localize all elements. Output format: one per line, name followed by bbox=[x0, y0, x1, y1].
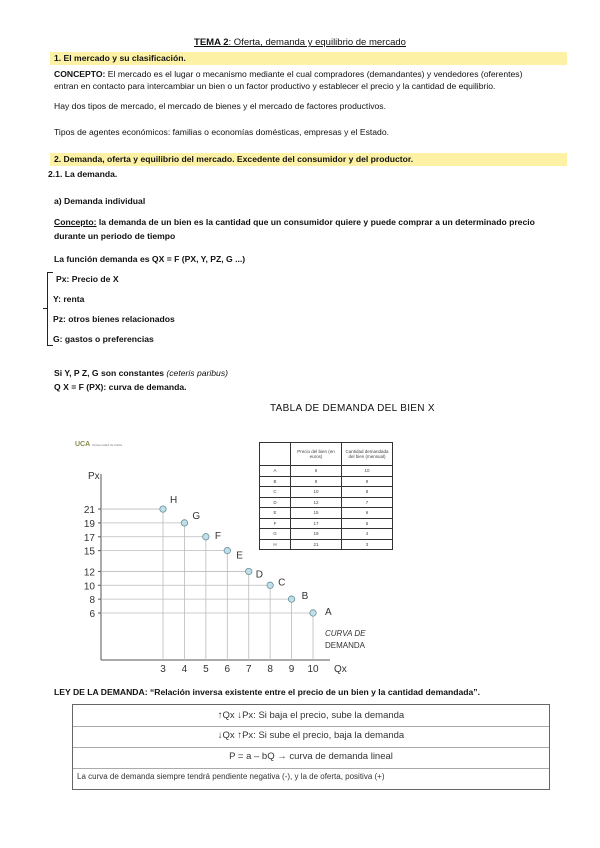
table-cell: C bbox=[260, 487, 291, 498]
x-tick-label: 6 bbox=[224, 664, 231, 675]
data-point bbox=[203, 534, 209, 540]
table-title: TABLA DE DEMANDA DEL BIEN X bbox=[270, 403, 435, 414]
demand-curve-definition: Q X = F (PX): curva de demanda. bbox=[54, 382, 187, 392]
law-line1: ↑Qx ↓Px: Si baja el precio, sube la demanda bbox=[217, 710, 405, 721]
table-row bbox=[260, 529, 393, 540]
law-text: “Relación inversa existente entre el precio de un bien y la cantidad demandada”. bbox=[147, 687, 480, 697]
table-cell: E bbox=[260, 508, 291, 519]
table-cell: 17 bbox=[291, 518, 342, 529]
table-cell: 15 bbox=[291, 508, 342, 519]
table-row bbox=[260, 497, 393, 508]
concept-text1: El mercado es el lugar o mecanismo mediante el cual compradores (demandantes) y vendedores (oferentes) bbox=[105, 69, 523, 79]
data-point bbox=[181, 520, 187, 526]
concept-line2: entran en contacto para intercambiar un bien o un factor productivo y establecer el precio y la cantidad de equilibrio. bbox=[54, 81, 496, 91]
curve-annotation: CURVA DE bbox=[325, 629, 366, 638]
table-cell: 12 bbox=[291, 497, 342, 508]
data-point bbox=[310, 610, 316, 616]
header-cell: Cantidad demandada del bien (mensual) bbox=[342, 443, 393, 466]
y-tick-label: 8 bbox=[89, 595, 95, 607]
variable-pz: Pz: otros bienes relacionados bbox=[53, 314, 175, 324]
y-tick-label: 10 bbox=[83, 581, 95, 593]
logo-text: UCA bbox=[75, 441, 90, 448]
table-row bbox=[260, 508, 393, 519]
table-cell: 8 bbox=[342, 487, 393, 498]
demand-table bbox=[259, 442, 393, 550]
ceteris-prefix: Si Y, P Z, G son constantes bbox=[54, 368, 167, 378]
point-label: B bbox=[301, 591, 309, 603]
table-cell: F bbox=[260, 518, 291, 529]
x-tick-label: 3 bbox=[160, 664, 166, 675]
title-prefix: TEMA 2 bbox=[194, 37, 229, 48]
y-tick-label: 6 bbox=[89, 609, 95, 620]
point-label: F bbox=[214, 530, 221, 542]
individual-demand: a) Demanda individual bbox=[54, 196, 146, 206]
section1-heading: 1. El mercado y su clasificación. bbox=[54, 53, 186, 63]
point-label: D bbox=[255, 569, 263, 581]
page-title bbox=[0, 37, 600, 49]
demand-concept-label: Concepto: bbox=[54, 217, 97, 227]
y-axis-label: Px bbox=[88, 471, 100, 482]
table-cell: 9 bbox=[342, 476, 393, 487]
law-of-demand bbox=[54, 686, 480, 698]
x-tick-label: 10 bbox=[307, 664, 319, 675]
ceteris-paribus bbox=[54, 367, 228, 379]
law-line3: P = a – bQ → curva de demanda lineal bbox=[229, 751, 393, 762]
table-cell: D bbox=[260, 497, 291, 508]
table-row bbox=[260, 466, 393, 477]
ceteris-italic: (ceteris paribus) bbox=[166, 368, 228, 378]
table-cell: H bbox=[260, 539, 291, 550]
x-tick-label: 5 bbox=[203, 664, 209, 675]
table-header-row bbox=[260, 443, 393, 466]
y-tick-label: 15 bbox=[83, 546, 95, 558]
x-tick-label: 4 bbox=[181, 664, 188, 675]
law-line4: La curva de demanda siempre tendrá pendiente negativa (-), y la de oferta, positiva (+) bbox=[77, 772, 385, 781]
data-point bbox=[224, 547, 230, 553]
table-cell: 19 bbox=[291, 529, 342, 540]
table-cell: B bbox=[260, 476, 291, 487]
table-cell: 10 bbox=[291, 487, 342, 498]
x-tick-label: 8 bbox=[267, 664, 273, 675]
subsection-demand: 2.1. La demanda. bbox=[48, 169, 118, 179]
header-cell: Precio del bien (en euros) bbox=[291, 443, 342, 466]
table-row bbox=[260, 476, 393, 487]
demand-function: La función demanda es QX = F (PX, Y, PZ, G ...) bbox=[54, 254, 246, 264]
variable-px: Px: Precio de X bbox=[56, 274, 119, 284]
data-point bbox=[267, 582, 273, 588]
demand-concept-line1 bbox=[54, 216, 535, 228]
x-axis-label: Qx bbox=[334, 664, 347, 675]
curve-annotation: DEMANDA bbox=[325, 641, 366, 650]
concept-line1 bbox=[54, 68, 522, 80]
title-text: : Oferta, demanda y equilibrio de mercado bbox=[228, 37, 406, 48]
table-cell: 10 bbox=[342, 466, 393, 477]
concept-label: CONCEPTO: bbox=[54, 69, 106, 79]
data-point bbox=[246, 568, 252, 574]
table-row bbox=[260, 518, 393, 529]
divider bbox=[73, 768, 549, 769]
table-cell: A bbox=[260, 466, 291, 477]
header-cell bbox=[260, 443, 291, 466]
uca-logo bbox=[75, 441, 122, 448]
variable-g: G: gastos o preferencias bbox=[53, 334, 154, 344]
demand-concept-line2: durante un periodo de tiempo bbox=[54, 231, 176, 241]
data-point bbox=[160, 506, 166, 512]
table-row bbox=[260, 539, 393, 550]
table-cell: 6 bbox=[342, 508, 393, 519]
table-cell: 4 bbox=[342, 529, 393, 540]
x-tick-label: 9 bbox=[288, 664, 295, 675]
y-tick-label: 21 bbox=[83, 505, 95, 517]
table-row bbox=[260, 487, 393, 498]
point-label: G bbox=[192, 510, 201, 522]
y-tick-label: 17 bbox=[83, 532, 95, 544]
y-tick-label: 12 bbox=[83, 567, 95, 579]
divider bbox=[73, 747, 549, 748]
point-label: E bbox=[236, 550, 243, 562]
logo-sub: Universidad de Cádiz bbox=[91, 443, 123, 447]
variable-y: Y: renta bbox=[53, 294, 85, 304]
brace-tip bbox=[43, 308, 47, 309]
divider bbox=[73, 726, 549, 727]
point-label: H bbox=[170, 495, 178, 507]
table-cell: 3 bbox=[342, 539, 393, 550]
table-cell: 8 bbox=[291, 476, 342, 487]
x-tick-label: 7 bbox=[245, 664, 252, 675]
table-cell: 5 bbox=[342, 518, 393, 529]
law-summary-box bbox=[72, 704, 550, 790]
table-cell: G bbox=[260, 529, 291, 540]
law-line2: ↓Qx ↑Px: Si sube el precio, baja la demanda bbox=[217, 730, 405, 741]
table-cell: 7 bbox=[342, 497, 393, 508]
table-cell: 21 bbox=[291, 539, 342, 550]
economic-agents: Tipos de agentes económicos: familias o economías domésticas, empresas y el Estado. bbox=[54, 127, 390, 137]
law-label: LEY DE LA DEMANDA: bbox=[54, 687, 148, 697]
data-point bbox=[288, 596, 294, 602]
point-label: A bbox=[325, 607, 332, 618]
demand-concept-text: la demanda de un bien es la cantidad que un consumidor quiere y puede comprar a un determinado precio bbox=[96, 217, 535, 227]
market-types: Hay dos tipos de mercado, el mercado de bienes y el mercado de factores productivos. bbox=[54, 101, 386, 111]
y-tick-label: 19 bbox=[83, 518, 95, 530]
point-label: C bbox=[278, 577, 286, 589]
table-cell: 6 bbox=[291, 466, 342, 477]
section2-heading: 2. Demanda, oferta y equilibrio del mercado. Excedente del consumidor y del productor. bbox=[54, 154, 414, 164]
